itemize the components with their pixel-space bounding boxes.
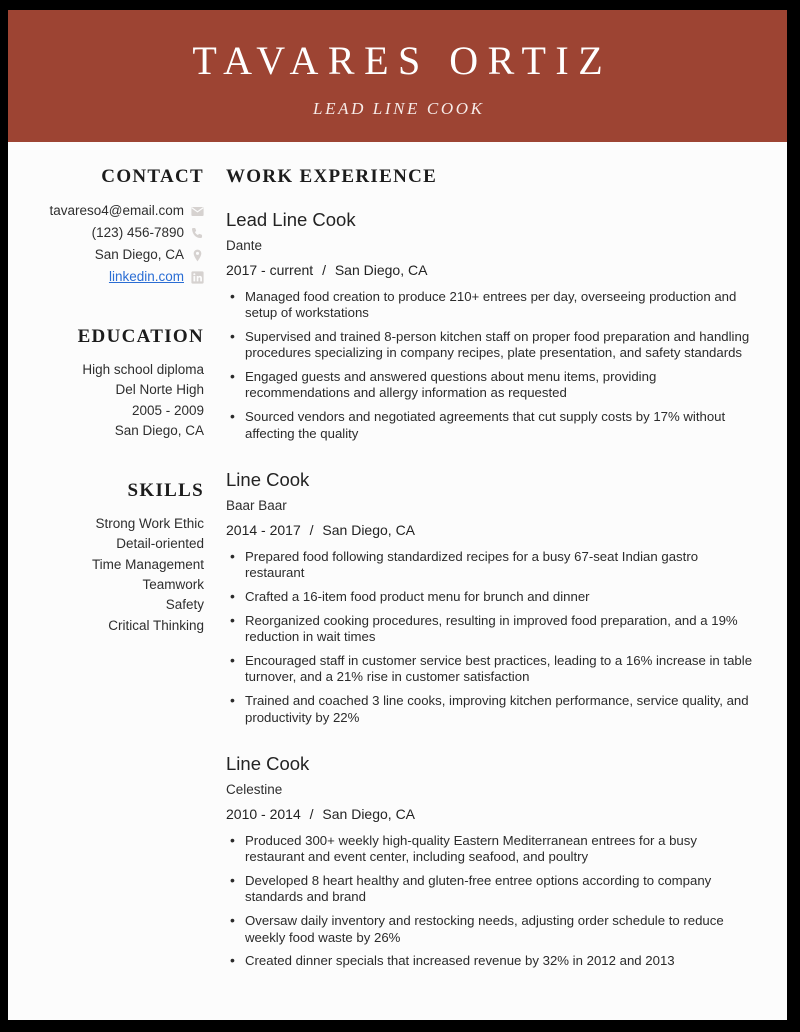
work-experience-heading: WORK EXPERIENCE <box>226 166 438 187</box>
job-dates: 2010 - 2014 <box>226 806 301 823</box>
job-title: Line Cook <box>226 753 310 775</box>
job-bullet: • Produced 300+ weekly high-quality Eastern Mediterranean entrees for a busy restaurant and event center, including seafood, and poultry <box>226 833 757 866</box>
job-bullet: • Supervised and trained 8-person kitchen staff on proper food preparation and handling procedures specializing in company recipes, plate presentation, and safety standards <box>226 329 757 362</box>
job-company: Celestine <box>226 782 283 798</box>
job-meta-separator: / <box>309 522 314 539</box>
skills-list <box>28 514 204 636</box>
job-meta-separator: / <box>322 262 326 278</box>
job-bullet: • Reorganized cooking procedures, resulting in improved food preparation, and a 19% reduction in wait times <box>226 613 757 646</box>
resume-body <box>8 142 787 977</box>
education-school: Del Norte High <box>115 382 204 398</box>
contact-location-text: San Diego, CA <box>94 247 184 262</box>
job-company: Baar Baar <box>226 498 287 514</box>
linkedin-icon <box>191 271 204 284</box>
sidebar-column <box>8 166 204 636</box>
job-bullet-list <box>226 833 757 970</box>
skills-section <box>28 480 204 636</box>
contact-item-email <box>28 200 204 222</box>
education-heading: EDUCATION <box>77 326 204 347</box>
job-location: San Diego, CA <box>322 806 416 823</box>
envelope-icon <box>191 205 204 218</box>
main-column <box>204 166 787 977</box>
skill-item: Teamwork <box>142 577 204 593</box>
job-entry <box>226 468 757 726</box>
education-degree: High school diploma <box>82 362 204 377</box>
skills-heading: SKILLS <box>127 480 204 502</box>
job-bullet: • Encouraged staff in customer service best practices, leading to a 16% increase in table turnover, and a 21% rise in customer satisfaction <box>226 653 757 686</box>
job-title: Line Cook <box>226 469 310 491</box>
job-meta-separator: / <box>309 806 314 823</box>
job-dates: 2014 - 2017 <box>226 522 301 539</box>
map-pin-icon <box>191 249 204 262</box>
education-location: San Diego, CA <box>114 422 204 438</box>
job-dates: 2017 - current <box>226 262 314 278</box>
job-location: San Diego, CA <box>334 262 428 278</box>
contact-list <box>28 200 204 288</box>
job-location: San Diego, CA <box>322 522 416 539</box>
education-list <box>28 360 204 441</box>
job-title: Lead Line Cook <box>226 209 356 230</box>
work-experience-list <box>226 208 757 970</box>
contact-item-linkedin[interactable] <box>28 266 204 288</box>
skill-item: Critical Thinking <box>108 617 204 633</box>
job-meta <box>226 806 757 824</box>
job-meta <box>226 522 757 540</box>
resume-page <box>8 10 787 1020</box>
contact-heading: CONTACT <box>101 166 204 187</box>
skill-item: Detail-oriented <box>116 536 204 552</box>
skill-item: Time Management <box>91 556 204 572</box>
contact-section <box>28 166 204 288</box>
job-bullet: • Developed 8 heart healthy and gluten-free entree options according to company standards and brand <box>226 873 757 906</box>
job-meta <box>226 262 757 280</box>
job-bullet: • Trained and coached 3 line cooks, improving kitchen performance, service quality, and productivity by 22% <box>226 693 757 726</box>
candidate-name: TAVARES ORTIZ <box>192 37 613 83</box>
job-bullet: • Crafted a 16-item food product menu for brunch and dinner <box>226 589 757 606</box>
job-bullet-list <box>226 549 757 726</box>
job-bullet: • Sourced vendors and negotiated agreements that cut supply costs by 17% without affecting the quality <box>226 409 757 442</box>
education-section <box>28 326 204 441</box>
candidate-job-title: LEAD LINE COOK <box>313 98 485 118</box>
job-company: Dante <box>226 238 263 254</box>
job-entry <box>226 208 757 442</box>
job-bullet: • Prepared food following standardized recipes for a busy 67-seat Indian gastro restaurant <box>226 549 757 582</box>
contact-item-phone <box>28 222 204 244</box>
contact-phone-text: (123) 456-7890 <box>91 225 184 240</box>
linkedin-link[interactable]: linkedin.com <box>108 269 184 284</box>
job-bullet-list <box>226 289 757 443</box>
job-bullet: • Oversaw daily inventory and restocking needs, adjusting order schedule to reduce weekly food waste by 26% <box>226 913 757 946</box>
job-bullet: • Engaged guests and answered questions about menu items, providing recommendations and allergy information as requested <box>226 369 757 402</box>
contact-email-text: tavareso4@email.com <box>49 203 184 218</box>
job-bullet: • Managed food creation to produce 210+ entrees per day, overseeing production and setup of workstations <box>226 289 757 322</box>
resume-header-banner <box>8 10 787 142</box>
job-bullet: • Created dinner specials that increased revenue by 32% in 2012 and 2013 <box>226 953 757 970</box>
education-dates: 2005 - 2009 <box>131 402 204 418</box>
phone-icon <box>191 227 204 240</box>
skill-item: Strong Work Ethic <box>95 516 204 532</box>
skill-item: Safety <box>165 597 204 613</box>
job-entry <box>226 752 757 970</box>
contact-item-location <box>28 244 204 266</box>
